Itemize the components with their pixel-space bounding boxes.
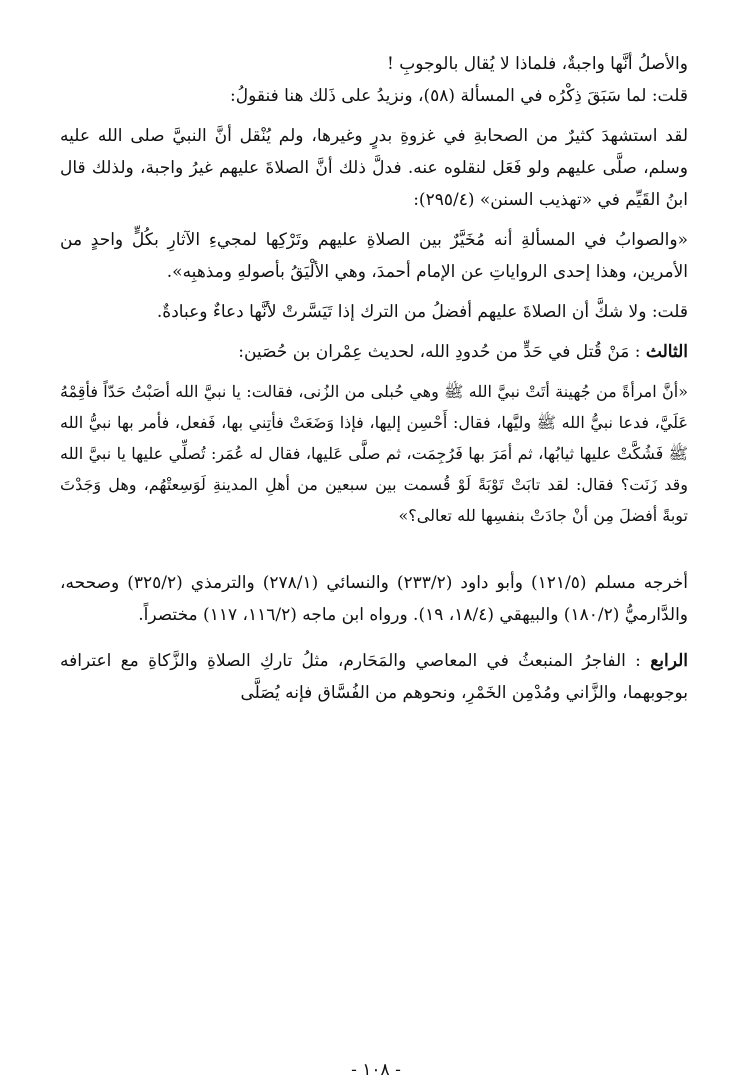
quote-ibn-qayyim: «والصوابُ في المسألةِ أنه مُخَيَّرٌ بين الصلاةِ عليهم وتَرْكِها لمجيءِ الآثارِ بكُلٍّ واحدٍ من الأمرين، وهذا إحدى الرواياتِ عن الإمام أحمدَ، وهي الألْيَقُ بأصولهِ ومذهبِه». bbox=[60, 230, 688, 282]
section-third-text: : مَنْ قُتل في حَدٍّ من حُدودِ الله، لحديث عِمْران بن حُصَين: bbox=[238, 342, 641, 362]
page-body bbox=[60, 48, 688, 1058]
section-third bbox=[60, 336, 688, 368]
paragraph-1: والأصلُ أنَّها واجبةٌ، فلماذا لا يُقال بالوجوبِ ! bbox=[386, 54, 688, 74]
paragraph-5: قلت: ولا شكَّ أن الصلاةَ عليهم أفضلُ من الترك إذا تَيَسَّرتْ لأنَّها دعاءٌ وعبادةٌ. bbox=[156, 302, 688, 322]
section-fourth-text: : الفاجرُ المنبعثُ في المعاصي والمَحَارم، مثلُ تاركِ الصلاةِ والزَّكاةِ مع اعترافه بوجوبهما، والزَّاني ومُدْمِن الخَمْرِ، ونحوهم من الفُسَّاق فإنه يُصَلَّى bbox=[60, 651, 688, 703]
page-number: - ١٠٨ - bbox=[351, 1060, 401, 1080]
section-fourth bbox=[60, 645, 688, 709]
takhrij-note: أخرجه مسلم (١٢١/٥) وأبو داود (٢٣٣/٢) والنسائي (٢٧٨/١) والترمذي (٣٢٥/٢) وصححه، والدَّارميُّ (١٨٠/٢) والبيهقي (١٨/٤، ١٩). ورواه ابن ماجه (١١٦/٢، ١١٧) مختصراً. bbox=[60, 573, 689, 625]
paragraph-3: لقد استشهدَ كثيرٌ من الصحابةِ في غزوةِ بدرٍ وغيرها، ولم يُنْقل أنَّ النبيَّ صلى الله عليه وسلم، صلَّى عليهم ولو فَعَل لنقلوه عنه. فدلَّ ذلك أنَّ الصلاةَ عليهم غيرُ واجبة، ولذلك قال ابنُ القَيِّم في «تهذيب السنن» (٢٩٥/٤): bbox=[60, 126, 688, 210]
hadith-quote: «أنَّ امرأةً من جُهينة أتَتْ نبيَّ الله ﷺ وهي حُبلى من الزُنى، فقالت: يا نبيَّ الله أصَبْتُ حَدّاً فأقِمْهُ عَلَيَّ، فدعا نبيُّ الله ﷺ وليَّها، فقال: أَحْسِن إليها، فإذا وَضَعَتْ فأتِني بها، فَفعل، فأمر بها نبيُّ الله ﷺ فَشُكَّتْ عليها ثيابُها، ثم أمَرَ بها فَرُجِمَت، ثم صلَّى عَليها، فقال له عُمَر: تُصلِّي عليها يا نبيَّ الله وقد زَنَت؟ فقال: لقد تابَتْ تَوْبَةً لَوْ قُسمت بين سبعين من أهلِ المدينةِ لَوَسِعتْهُم، وهل وَجَدْتَ توبةً أفضلَ مِن أنْ جادَتْ بنفسِها لله تعالى؟» bbox=[60, 382, 689, 525]
section-fourth-heading: الرابع bbox=[650, 651, 689, 671]
paragraph-2: قلت: لما سَبَقَ ذِكْرُه في المسألة (٥٨)، ونزيدُ على ذَلك هنا فنقولُ: bbox=[230, 86, 688, 106]
section-third-heading: الثالث bbox=[645, 342, 688, 362]
